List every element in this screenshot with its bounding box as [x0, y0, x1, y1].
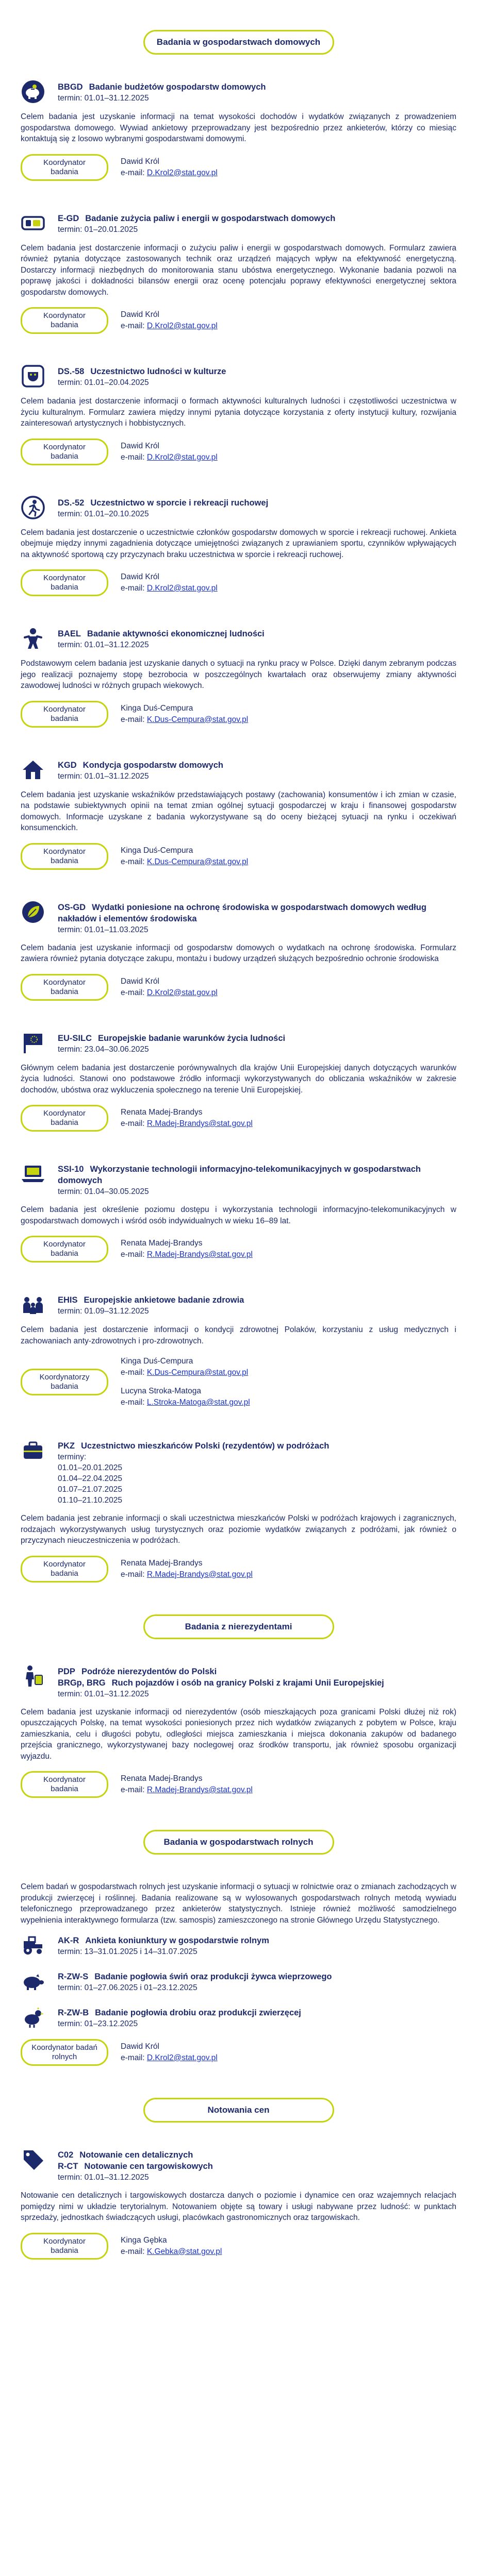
survey-ds58: [21, 366, 456, 465]
email-prefix: e-mail:: [121, 1368, 145, 1377]
coordinator-email-link[interactable]: R.Madej-Brandys@stat.gov.pl: [146, 1119, 253, 1128]
coordinator-email-link[interactable]: D.Krol2@stat.gov.pl: [146, 168, 218, 177]
survey-term: termin: 01.01–20.10.2025: [58, 509, 149, 518]
survey-term: termin: 01.09–31.12.2025: [58, 1307, 149, 1316]
coordinator-email-link[interactable]: D.Krol2@stat.gov.pl: [146, 2053, 218, 2062]
coordinator-label: Koordynator badania: [21, 569, 108, 596]
survey-code: DS.-52: [58, 498, 85, 508]
survey-term: termin: 01.01–31.12.2025: [58, 1689, 149, 1698]
email-prefix: e-mail:: [121, 857, 145, 866]
survey-term: termin: 01.01–31.12.2025: [58, 2173, 149, 2182]
survey-code: C02: [58, 2150, 74, 2160]
coordinator-email-link[interactable]: D.Krol2@stat.gov.pl: [146, 322, 218, 330]
email-prefix: e-mail:: [121, 322, 145, 330]
coordinator-email-link[interactable]: R.Madej-Brandys@stat.gov.pl: [146, 1570, 253, 1579]
survey-ds52: [21, 497, 456, 597]
survey-title: Uczestnictwo ludności w kulturze: [90, 367, 226, 376]
survey-title: Notowanie cen targowiskowych: [84, 2162, 213, 2171]
survey-term: termin: 13–31.01.2025 i 14–31.07.2025: [58, 1947, 198, 1956]
coordinator-label: Koordynator badania: [21, 974, 108, 1001]
survey-title: Ruch pojazdów i osób na granicy Polski z krajami Unii Europejskiej: [111, 1678, 384, 1688]
survey-title: Europejskie ankietowe badanie zdrowia: [84, 1295, 244, 1305]
survey-title: Uczestnictwo mieszkańców Polski (rezydentów) w podróżach: [81, 1441, 330, 1451]
survey-description: Celem badania jest uzyskanie informacji na temat wysokości dochodów i wydatków związanych z prowadzeniem gospodarstwa domowego. Wywiad ankietowy przeprowadzany jest bezpośrednio przez ankieterów, którzy co miesiąc kontaktują się z losowo wybranymi gospodarstwami domowymi.: [21, 112, 456, 143]
survey-description: Podstawowym celem badania jest uzyskanie danych o sytuacji na rynku pracy w Polsce. Dzięki danym zebranym podczas jego realizacji poznajemy stopę bezrobocia w poszczególnych kwartałach oraz obserwujemy zmiany aktywności zawodowej ludności w różnych grupach wiekowych.: [21, 659, 456, 690]
email-prefix: e-mail:: [121, 1786, 145, 1794]
family-icon: [21, 1292, 45, 1317]
coordinator-label: Koordynator badania: [21, 439, 108, 465]
email-prefix: e-mail:: [121, 168, 145, 177]
survey-code: PDP: [58, 1666, 75, 1676]
survey-pdp: [21, 1666, 456, 1798]
coordinator-name: Kinga Duś-Cempura: [121, 703, 193, 713]
survey-rzwb: [21, 2007, 456, 2030]
survey-term: termin: 01.01–20.04.2025: [58, 378, 149, 387]
survey-egd: [21, 213, 456, 334]
survey-description: Celem badania jest dostarczenie informacji o formach aktywności kulturalnych ludności i częstotliwości uczestnictwa w życiu kulturalnym. Formularz zawiera między innymi pytania dotyczące korzystania z oferty instytucji kultury, rozwijania zainteresowań artystycznych i hobbistycznych.: [21, 397, 456, 428]
survey-code: R-ZW-S: [58, 1972, 89, 1981]
coordinator-name: Dawid Król: [121, 976, 159, 986]
survey-code: R-CT: [58, 2162, 78, 2171]
coordinator-name: Dawid Król: [121, 157, 159, 166]
survey-code: BRGp, BRG: [58, 1678, 106, 1688]
coordinator-email-link[interactable]: R.Madej-Brandys@stat.gov.pl: [146, 1786, 253, 1794]
email-prefix: e-mail:: [121, 584, 145, 593]
coordinator-email-link[interactable]: D.Krol2@stat.gov.pl: [146, 988, 218, 997]
survey-term: termin: 01.04–30.05.2025: [58, 1187, 149, 1196]
piggy-bank-icon: [21, 79, 45, 104]
coordinator-name: Lucyna Stroka-Matoga: [121, 1387, 201, 1395]
survey-code: SSI-10: [58, 1165, 84, 1174]
email-prefix: e-mail:: [121, 1119, 145, 1128]
email-prefix: e-mail:: [121, 2053, 145, 2062]
survey-code: BBGD: [58, 82, 83, 92]
runner-icon: [21, 495, 45, 520]
laptop-icon: [21, 1161, 45, 1186]
coordinator-email-link[interactable]: K.Dus-Cempura@stat.gov.pl: [146, 857, 249, 866]
suitcase-icon: [21, 1438, 45, 1463]
survey-bael: [21, 628, 456, 728]
tractor-icon: [21, 1933, 45, 1958]
survey-term: termin: 01–23.12.2025: [58, 2019, 138, 2028]
survey-code: OS-GD: [58, 902, 86, 912]
survey-term: 01.04–22.04.2025: [58, 1474, 122, 1483]
coordinator-email-link[interactable]: K.Dus-Cempura@stat.gov.pl: [146, 715, 249, 724]
survey-description: Celem badania jest zebranie informacji o skali uczestnictwa mieszkańców Polski w podróżach krajowych i zagranicznych, rodzajach wykorzystywanych usług turystycznych oraz poziomie wydatków związanych z podróżami, jak również o przyczynach nieuczestniczenia w podróżach.: [21, 1514, 456, 1545]
section-description: Celem badań w gospodarstwach rolnych jest uzyskanie informacji o sytuacji w rolnictwie oraz o zmianach zachodzących w produkcji zwierzęcej i roślinnej. Badania realizowane są w wylosowanych gospodarstwach rolnych metodą wywiadu telefonicznego przeprowadzanego przez ankieterów statystycznych. Istnieje również możliwość samodzielnego wypełnienia interaktywnego formularza (tzw. samospis) zamieszczonego na stronie Głównego Urzędu Statystycznego.: [21, 1882, 456, 1925]
coordinator-label: Koordynator badania: [21, 307, 108, 334]
survey-eusilc: [21, 1033, 456, 1132]
coordinator-name: Kinga Duś-Cempura: [121, 846, 193, 855]
coordinator-label: Koordynator badania: [21, 1105, 108, 1132]
survey-description: Celem badania jest dostarczenie o uczestnictwie członków gospodarstw domowych w sporcie i rekreacji ruchowej. Ankieta obejmuje między innymi zagadnienia dotyczące umiejętności związanych z uprawianiem sportu, czynników wpływających na aktywność sportową czy przyczynach braku uczestnictwa w sporcie i rekreacji ruchowej.: [21, 528, 456, 559]
survey-title: Badanie pogłowia drobiu oraz produkcji zwierzęcej: [95, 2008, 301, 2017]
survey-code: PKZ: [58, 1441, 75, 1451]
survey-term: termin: 01.01–31.12.2025: [58, 771, 149, 781]
coordinator-label: Koordynator badania: [21, 1236, 108, 1262]
pig-icon: [21, 1969, 45, 1994]
coordinator-name: Renata Madej-Brandys: [121, 1774, 203, 1783]
survey-description: Celem badania jest określenie poziomu dostępu i wykorzystania technologii informacyjno-telekomunikacyjnych w gospodarstwach domowych i wśród osób indywidualnych w wieku 16–89 lat.: [21, 1205, 456, 1225]
coordinator-name: Dawid Król: [121, 2042, 159, 2051]
coordinator-name: Kinga Duś-Cempura: [121, 1357, 193, 1366]
section-prices-header: [0, 2098, 477, 2123]
survey-code: AK-R: [58, 1936, 79, 1945]
traveller-icon: [21, 1664, 45, 1689]
coordinator-email-link[interactable]: D.Krol2@stat.gov.pl: [146, 452, 218, 462]
survey-term-label: terminy:: [58, 1453, 87, 1461]
survey-code: KGD: [58, 760, 77, 770]
section-title: Badania z nierezydentami: [143, 1614, 334, 1639]
coordinator-label: Koordynator badania: [21, 843, 108, 870]
email-prefix: e-mail:: [121, 2247, 145, 2256]
coordinator-name: Renata Madej-Brandys: [121, 1108, 203, 1117]
section-title: Notowania cen: [143, 2098, 334, 2123]
energy-meter-icon: [21, 211, 45, 235]
email-prefix: e-mail:: [121, 452, 145, 462]
coordinator-email-link[interactable]: K.Dus-Cempura@stat.gov.pl: [146, 1368, 249, 1377]
coordinator-email-link[interactable]: R.Madej-Brandys@stat.gov.pl: [146, 1250, 253, 1259]
survey-title: Kondycja gospodarstw domowych: [83, 760, 223, 770]
eu-flag-icon: [21, 1031, 45, 1055]
coordinator-name: Renata Madej-Brandys: [121, 1239, 203, 1248]
survey-code: DS.-58: [58, 367, 85, 376]
section-title: Badania w gospodarstwach domowych: [143, 30, 334, 55]
survey-ehis: [21, 1294, 456, 1408]
survey-term: termin: 23.04–30.06.2025: [58, 1045, 149, 1054]
section-title: Badania w gospodarstwach rolnych: [143, 1830, 334, 1855]
survey-title: Uczestnictwo w sporcie i rekreacji ruchowej: [90, 498, 269, 508]
survey-pkz: [21, 1440, 456, 1582]
survey-title: Wydatki poniesione na ochronę środowiska w gospodarstwach domowych według nakładów i elementów środowiska: [58, 902, 426, 923]
survey-title: Ankieta koniunktury w gospodarstwie rolnym: [85, 1936, 269, 1945]
survey-kgd: [21, 760, 456, 870]
survey-term: termin: 01.01–31.12.2025: [58, 94, 149, 103]
survey-title: Notowanie cen detalicznych: [79, 2150, 193, 2160]
survey-code: R-ZW-B: [58, 2008, 89, 2017]
survey-farms: [21, 1881, 456, 2066]
survey-term: 01.10–21.10.2025: [58, 1496, 122, 1505]
coordinator-name: Dawid Król: [121, 573, 159, 581]
survey-title: Europejskie badanie warunków życia ludności: [98, 1033, 286, 1043]
survey-term: termin: 01–20.01.2025: [58, 225, 138, 234]
survey-rzws: [21, 1971, 456, 1994]
survey-title: Badanie zużycia paliw i energii w gospodarstwach domowych: [85, 213, 336, 223]
email-prefix: e-mail:: [121, 988, 145, 997]
theatre-mask-icon: [21, 364, 45, 389]
survey-description: Celem badania jest uzyskanie informacji od nierezydentów (osób mieszkających poza granicami Polski dłużej niż rok) opuszczających Polskę, na temat wysokości poniesionych przez nich wydatków związanych z pobytem w Polsce, kraju zamieszkania, celu i długości pobytu, odległości miejsca zamieszkania i miejsca dokonania zakupów od badanego przejścia granicznego, wykorzystywanej bazy noclegowej oraz środków transportu, jak również sposobu organizacji wyjazdu.: [21, 1707, 456, 1761]
coordinator-name: Kinga Gębka: [121, 2235, 167, 2245]
section-nonresidents-header: [0, 1614, 477, 1639]
survey-bbgd: [21, 81, 456, 181]
section-farms-header: [0, 1830, 477, 1855]
survey-term: 01.01–20.01.2025: [58, 1463, 122, 1472]
coordinator-name: Dawid Król: [121, 310, 159, 319]
coordinator-email-link[interactable]: K.Gebka@stat.gov.pl: [146, 2247, 222, 2256]
house-icon: [21, 757, 45, 782]
survey-description: Celem badania jest dostarczenie informacji o kondycji zdrowotnej Polaków, korzystaniu z usług medycznych i zachowaniach anty-zdrowotnych i pro-zdrowotnych.: [21, 1325, 456, 1345]
survey-code: BAEL: [58, 629, 81, 638]
survey-code: EHIS: [58, 1295, 78, 1305]
coordinator-label: Koordynator badania: [21, 154, 108, 181]
coordinator-email-link[interactable]: D.Krol2@stat.gov.pl: [146, 584, 218, 593]
survey-title: Wykorzystanie technologii informacyjno-telekomunikacyjnych w gospodarstwach domowych: [58, 1165, 421, 1185]
price-tag-icon: [21, 2147, 45, 2172]
survey-code: EU-SILC: [58, 1033, 92, 1043]
survey-prices: [21, 2149, 456, 2260]
survey-akr: [21, 1935, 456, 1958]
coordinator-label: Koordynator badania: [21, 1771, 108, 1798]
survey-term: termin: 01–27.06.2025 i 01–23.12.2025: [58, 1983, 198, 1992]
survey-ssi10: [21, 1164, 456, 1262]
survey-description: Notowanie cen detalicznych i targowiskowych dostarcza danych o poziomie i dynamice cen oraz wzajemnych relacjach pomiędzy nimi w układzie terytorialnym. Notowaniem objęte są towary i usługi nabywane przez ludność: w punktach sprzedaży, jednostkach świadczących usługi, placówkach gastronomicznych oraz targowiskach.: [21, 2191, 456, 2222]
chicken-icon: [21, 2005, 45, 2030]
survey-term: termin: 01.01–11.03.2025: [58, 925, 149, 934]
survey-title: Badanie aktywności ekonomicznej ludności: [87, 629, 265, 638]
worker-icon: [21, 626, 45, 651]
survey-description: Celem badania jest dostarczenie informacji o zużyciu paliw i energii w gospodarstwach domowych. Formularz zawiera również pytania dotyczące zastosowanych technik oraz urządzeń mających wpływ na efektywność energetyczną. Dostarczy informacji niezbędnych do monitorowania stanu ubóstwa energetycznego. Wykonanie badania pozwoli na poprawę jakości i dokładności bilansów energii oraz ocenę potencjału poprawy efektywności energetycznej sektora gospodarstw domowych.: [21, 243, 456, 297]
coordinator-label: Koordynator badania: [21, 701, 108, 728]
survey-osgd: [21, 902, 456, 1001]
email-prefix: e-mail:: [121, 715, 145, 724]
coordinator-email-link[interactable]: L.Stroka-Matoga@stat.gov.pl: [146, 1398, 250, 1407]
email-prefix: e-mail:: [121, 1570, 145, 1579]
survey-title: Badanie pogłowia świń oraz produkcji żywca wieprzowego: [94, 1972, 332, 1981]
coordinator-label: Koordynator badań rolnych: [21, 2039, 108, 2066]
coordinator-label: Koordynator badania: [21, 1556, 108, 1582]
coordinator-label: Koordynator badania: [21, 2233, 108, 2260]
email-prefix: e-mail:: [121, 1250, 145, 1259]
survey-title: Podróże nierezydentów do Polski: [81, 1666, 217, 1676]
coordinators-label: Koordynatorzy badania: [21, 1369, 108, 1395]
survey-term: 01.07–21.07.2025: [58, 1485, 122, 1494]
leaf-icon: [21, 900, 45, 924]
survey-code: E-GD: [58, 213, 79, 223]
survey-description: Celem badania jest uzyskanie informacji od gospodarstw domowych o wydatkach na ochronę środowiska. Formularz zawiera również pytania dotyczące zakupu, montażu i budowy urządzeń służących bezpośrednio ochronie środowiska: [21, 943, 456, 963]
survey-description: Głównym celem badania jest dostarczenie porównywalnych dla krajów Unii Europejskiej danych dotyczących warunków życia ludności. Stanowi ono podstawowe źródło informacji wykorzystywanych do obliczania wskaźników w zakresie dochodów, ubóstwa oraz wykluczenia społecznego na terenie Unii Europejskiej.: [21, 1063, 456, 1095]
survey-description: Celem badania jest uzyskanie wskaźników przedstawiających postawy (zachowania) konsumentów i ich zmian w czasie, na podstawie subiektywnych opinii na temat zmian ogólnej sytuacji gospodarczej w kraju i finansowej gospodarstw domowych. Informacje uzyskane z badania wykorzystywane są do oceny bieżącej sytuacji na rynku i oczekiwań konsumenckich.: [21, 790, 456, 832]
coordinator-name: Renata Madej-Brandys: [121, 1558, 203, 1568]
survey-term: termin: 01.01–31.12.2025: [58, 641, 149, 649]
survey-title: Badanie budżetów gospodarstw domowych: [89, 82, 266, 92]
section-households-header: [0, 30, 477, 55]
coordinator-name: Dawid Król: [121, 441, 159, 450]
email-prefix: e-mail:: [121, 1398, 145, 1407]
